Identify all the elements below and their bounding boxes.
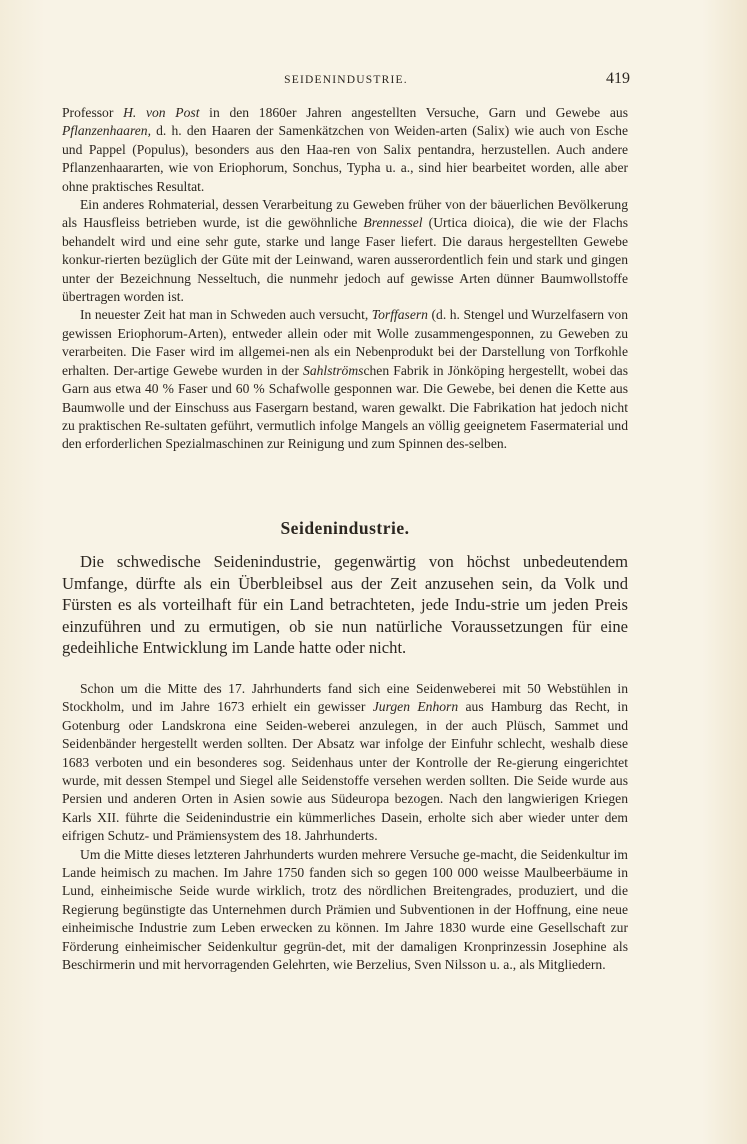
person-name: H. von Post: [123, 105, 200, 120]
intro-paragraph: Die schwedische Seidenindustrie, gegenwärtig von höchst unbedeutendem Umfange, dürfte als ein Überbleibsel aus der Zeit anzusehen sein, da Volk und Fürsten es als vorteilhaft für ein Land betrachteten, jede Indu-strie um jeden Preis einzuführen und zu ermutigen, ob sie nun natürliche Voraussetzungen für eine gedeihliche Entwicklung im Lande hatte oder nicht.: [62, 552, 628, 658]
paragraph-seidenweberei: Schon um die Mitte des 17. Jahrhunderts fand sich eine Seidenweberei mit 50 Webstühlen in Stockholm, und im Jahre 1673 erhielt ein gewisser Jurgen Enhorn aus Hamburg das Recht, in Gotenburg oder Landskrona eine Seiden-weberei anzulegen, in der auch Plüsch, Sammet und Seidenbänder hergestellt werden sollten. Der Absatz war infolge der Einfuhr schlecht, weshalb diese 1683 verboten und ein besonderes sog. Seidenhaus unter der Kontrolle der Re-gierung eingerichtet wurde, mit dessen Stempel und Siegel alle Seidenstoffe versehen werden sollten. Die Seide wurde aus Persien und anderen Orten in Asien sowie aus Südeuropa bezogen. Nach den langwierigen Kriegen Karls XII. führte die Seidenindustrie ein kümmerliches Dasein, erholte sich aber wieder unter dem eifrigen Schutz- und Prämiensystem des 18. Jahrhunderts.: [62, 681, 628, 844]
paragraph-brennessel: Ein anderes Rohmaterial, dessen Verarbeitung zu Geweben früher von der bäuerlichen Bevölkerung als Hausfleiss betrieben wurde, ist die gewöhnliche Brennessel (Urtica dioica), die wie der Flachs behandelt wird und eine sehr gute, starke und lange Faser liefert. Die daraus hergestellten Gewebe konkur-rierten bezüglich der Güte mit der Leinwand, waren ausserordentlich fein und stark und gingen unter der Bezeichnung Nesseltuch, die nunmehr jedoch auf gewisse Arten dünner Baumwollstoffe übertragen worden ist.: [62, 197, 628, 305]
paragraph-torffasern: In neuester Zeit hat man in Schweden auch versucht, Torffasern (d. h. Stengel und Wurzelfasern von gewissen Eriophorum-Arten), entweder allein oder mit Wolle zusammengesponnen, zu Geweben zu verarbeiten. Die Faser wird im allgemei-nen als ein Nebenprodukt bei der Darstellung von Torfkohle erhalten. Der-artige Gewebe wurden in der Sahlströmschen Fabrik in Jönköping hergestellt, wobei das Garn aus etwa 40 % Faser und 60 % Schafwolle gesponnen war. Die Gewebe, bei denen die Kette aus Baumwolle und der Einschuss aus Fasergarn bestand, waren gewalkt. Die Fabrikation hat jedoch nicht zu praktischen Re-sultaten geführt, vermutlich infolge Mangels an völlig geeignetem Fasermaterial und den erforderlichen Spezialmaschinen zur Reinigung und zum Spinnen des-selben.: [62, 307, 629, 452]
paragraph-pflanzenhaare: Professor H. von Post in den 1860er Jahren angestellten Versuche, Garn und Gewebe aus Pflanzenhaaren, d. h. den Haaren der Samenkätzchen von Weiden-arten (Salix) wie auch von Esche und Pappel (Populus), besonders aus den Haa-ren von Salix pentandra, herzustellen. Auch andere Pflanzenhaararten, wie von Eriophorum, Sonchus, Typha u. a., sind hier bearbeitet worden, alle aber ohne praktisches Resultat.: [62, 105, 629, 194]
emphasis-name: Sahlströms: [303, 362, 364, 378]
person-name: Jurgen Enhorn: [372, 699, 459, 715]
running-head: SEIDENINDUSTRIE.: [284, 74, 408, 86]
section-text-lower: [62, 680, 628, 975]
paragraph-seidenkultur: Um die Mitte dieses letzteren Jahrhunderts wurden mehrere Versuche ge-macht, die Seidenkultur im Lande heimisch zu machen. Im Jahre 1750 fanden sich so gegen 100 000 weisse Maulbeerbäume in Lund, einheimische Seide wurde wirklich, trotz des nördlichen Breitengrades, produziert, und die Regierung begünstigte das Unternehmen durch Prämien und Subventionen in der Hoffnung, eine neue einheimische Industrie zum Leben erwecken zu können. Im Jahre 1830 wurde eine Gesellschaft zur Förderung einheimischer Seidenkultur gegrün-det, mit der damaligen Kronprinzessin Josephine als Beschirmerin und mit hervorragenden Gelehrten, wie Berzelius, Sven Nilsson u. a., als Mitgliedern.: [62, 846, 628, 973]
emphasis-term: Torffasern: [371, 307, 428, 323]
emphasis-term: Brennessel: [363, 215, 423, 231]
section-intro: [62, 551, 628, 659]
page-number: 419: [606, 70, 630, 87]
section-text-upper: [62, 104, 628, 454]
emphasis-term: Pflanzenhaaren,: [62, 123, 151, 139]
section-heading: Seidenindustrie.: [280, 518, 410, 538]
page-header: [62, 70, 630, 92]
